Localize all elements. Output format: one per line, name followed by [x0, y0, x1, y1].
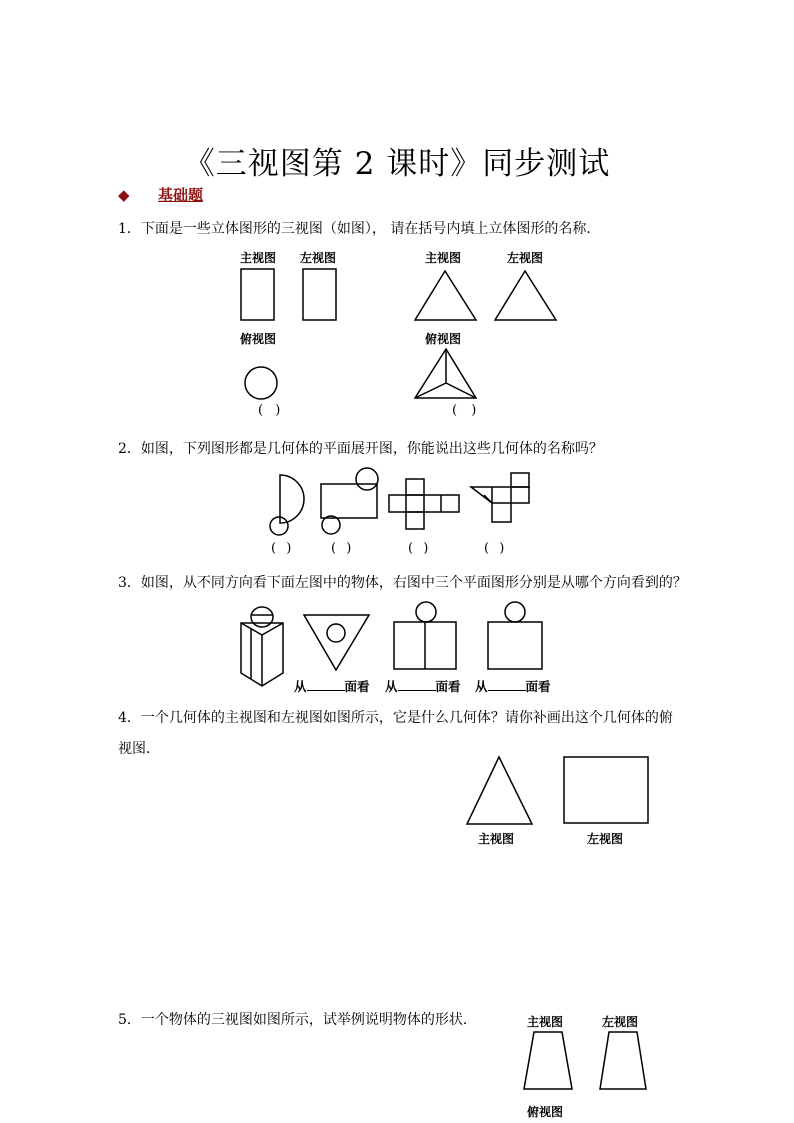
- q1b-left-label: 左视图: [507, 251, 544, 265]
- q2-answer-2: ( ): [331, 541, 352, 556]
- question-5-text: 5．一个物体的三视图如图所示，试举例说明物体的形状．: [118, 1012, 477, 1028]
- diamond-icon: ◆: [118, 186, 130, 204]
- q4-front-label: 主视图: [478, 832, 515, 846]
- question-4-text-line-2: 视图．: [118, 741, 160, 757]
- question-3-text: 3．如图，从不同方向看下面左图中的物体，右图中三个平面图形分别是从哪个方向看到的？: [118, 575, 687, 591]
- q5-left-label: 左视图: [602, 1015, 639, 1029]
- q1b-top-label: 俯视图: [425, 332, 462, 346]
- q1b-front-view: [414, 270, 478, 322]
- q2-cylinder-net: [316, 466, 382, 536]
- q2-answer-3: ( ): [408, 541, 429, 556]
- page-title: 《三视图第 2 课时》同步测试: [183, 146, 611, 182]
- q2-cone-net: [268, 474, 312, 540]
- section-label: 基础题: [158, 186, 204, 204]
- q1a-top-view: [243, 365, 279, 401]
- q3-blank-1: 从 面看: [294, 679, 370, 694]
- q1b-top-view: [414, 348, 478, 400]
- q4-left-label: 左视图: [587, 832, 624, 846]
- q2-prism-net: [470, 472, 534, 528]
- q5-top-label: 俯视图: [527, 1105, 564, 1119]
- q3-view-1: [303, 614, 371, 672]
- q5-front-label: 主视图: [527, 1015, 564, 1029]
- q1a-answer-blank: ( ): [258, 403, 281, 418]
- q2-cube-net: [388, 478, 462, 532]
- q5-front-view: [523, 1031, 575, 1091]
- q2-answer-4: ( ): [484, 541, 505, 556]
- q3-view-2: [393, 600, 459, 672]
- q4-front-view: [466, 756, 534, 826]
- answer-blank-2[interactable]: [398, 678, 436, 691]
- q1a-left-view: [302, 268, 338, 322]
- q5-left-view: [598, 1031, 650, 1091]
- q2-answer-1: ( ): [271, 541, 292, 556]
- q3-blank-3: 从 面看: [475, 679, 551, 694]
- section-heading: [118, 184, 203, 205]
- answer-blank-1[interactable]: [307, 678, 345, 691]
- q1b-answer-blank: ( ): [452, 403, 477, 418]
- q3-blank-2: 从 面看: [385, 679, 461, 694]
- q1a-front-label: 主视图: [240, 251, 277, 265]
- q3-object-drawing: [238, 601, 286, 689]
- q1a-front-view: [240, 268, 276, 322]
- q4-left-view: [563, 756, 651, 826]
- question-2-text: 2．如图，下列图形都是几何体的平面展开图，你能说出这些几何体的名称吗？: [118, 441, 603, 457]
- q3-view-3: [487, 600, 545, 672]
- q1b-front-label: 主视图: [425, 251, 462, 265]
- q1a-top-label: 俯视图: [240, 332, 277, 346]
- question-4-text-line-1: 4．一个几何体的主视图和左视图如图所示，它是什么几何体？请你补画出这个几何体的俯: [118, 710, 673, 726]
- question-1-text: 1．下面是一些立体图形的三视图（如图）， 请在括号内填上立体图形的名称．: [118, 221, 601, 237]
- q1b-left-view: [494, 270, 558, 322]
- answer-blank-3[interactable]: [488, 678, 526, 691]
- q1a-left-label: 左视图: [300, 251, 337, 265]
